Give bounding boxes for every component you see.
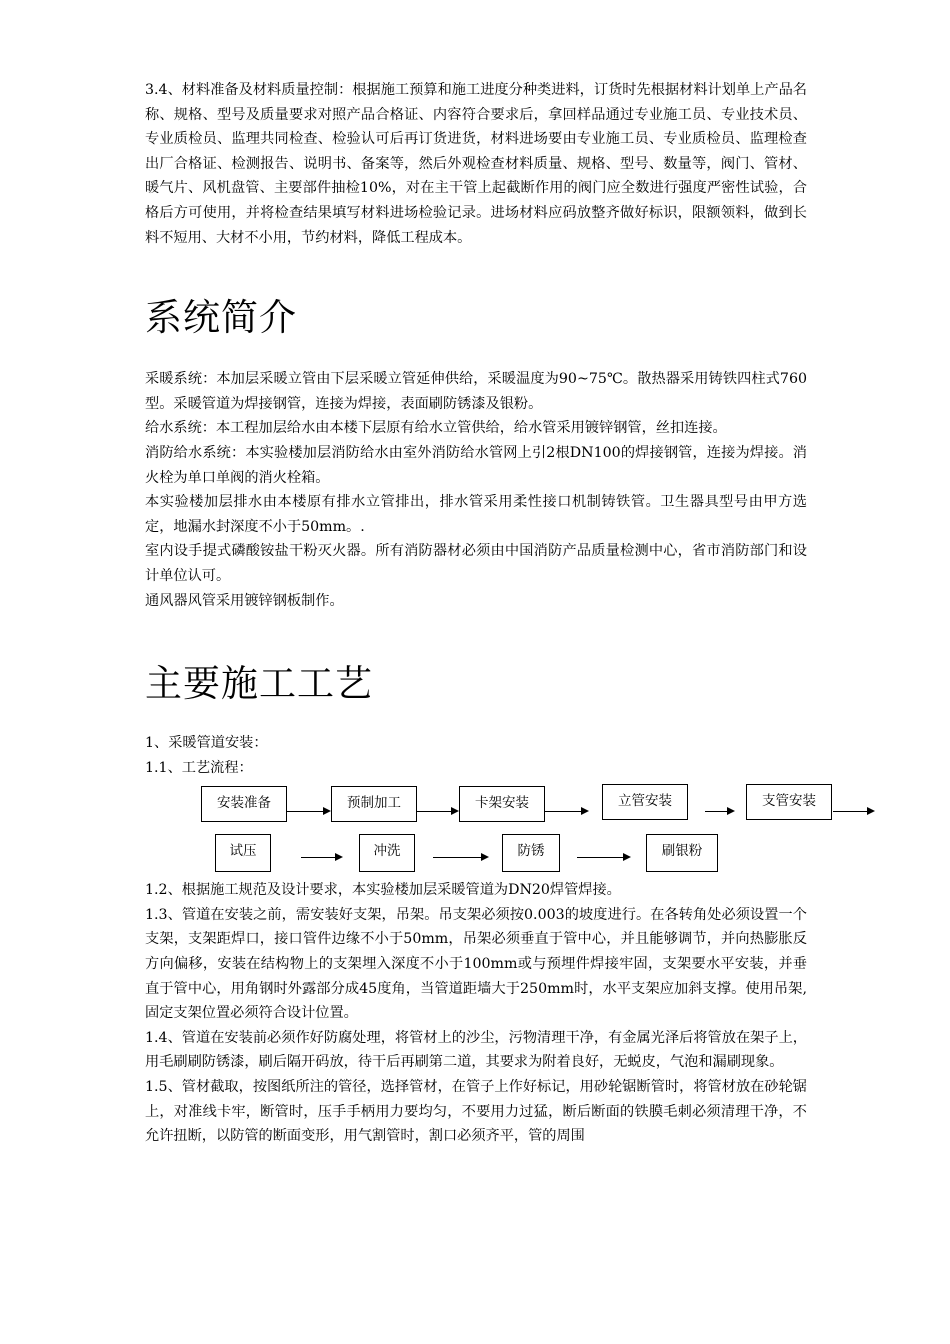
paragraph-1-4: 1.4、管道在安装前必须作好防腐处理，将管材上的沙尘，污物清理干净，有金属光泽后将管放在架子上，用毛刷刷防锈漆，刷后隔开码放，待干后再刷第二道，其要求为附着良好，无蜕皮，气泡和漏刷现象。 (145, 1029, 807, 1071)
flow-arrow (433, 857, 487, 858)
flow-step-pressure-test: 试压 (215, 834, 271, 872)
flow-step-riser: 立管安装 (602, 784, 688, 820)
paragraph-material-control: 3.4、材料准备及材料质量控制：根据施工预算和施工进度分种类进料，订货时先根据材料计划单上产品名称、规格、型号及质量要求对照产品合格证、内容符合要求后，拿回样品通过专业施工员、专业技术员、专业质检员、监理共同检查、检验认可后再订货进货，材料进场要由专业施工员、专业质检员、监理检查出厂合格证、检测报告、说明书、备案等，然后外观检查材料质量、规格、型号、数量等，阀门、管材、暖气片、风机盘管、主要部件抽检10%，对在主干管上起截断作用的阀门应全数进行强度严密性试验，合格后方可使用，并将检查结果填写材料进场检验记录。进场材料应码放整齐做好标识，限额领料，做到长料不短用、大材不小用，节约材料，降低工程成本。 (145, 82, 807, 246)
document-page (145, 78, 816, 1149)
paragraph-fire-water-supply: 消防给水系统：本实验楼加层消防给水由室外消防给水管网上引2根DN100的焊接钢管，连接为焊接。消火栓为单口单阀的消火栓箱。 (145, 444, 807, 486)
flow-step-prefabricate: 预制加工 (331, 786, 417, 822)
flow-arrow (577, 857, 629, 858)
flow-step-flush: 冲洗 (359, 834, 415, 872)
item-heating-pipe-install: 1、采暖管道安装： (145, 735, 268, 752)
paragraph-ventilation: 通风器风管采用镀锌钢板制作。 (145, 592, 344, 609)
flow-arrow (301, 857, 341, 858)
flow-step-antirust: 防锈 (502, 834, 560, 872)
flow-step-bracket: 卡架安装 (459, 786, 545, 822)
paragraph-heating-system: 采暖系统：本加层采暖立管由下层采暖立管延伸供给，采暖温度为90~75℃。散热器采用铸铁四柱式760型。采暖管道为焊接钢管，连接为焊接，表面刷防锈漆及银粉。 (145, 371, 807, 412)
flow-arrow (545, 811, 587, 812)
section-title-construction-process: 主要施工工艺 (145, 662, 373, 706)
flow-step-branch: 支管安装 (746, 784, 832, 820)
paragraph-extinguisher: 室内设手提式磷酸铵盐干粉灭火器。所有消防器材必须由中国消防产品质量检测中心，省市消防部门和设计单位认可。 (145, 543, 807, 584)
flow-arrow (417, 811, 457, 812)
paragraph-1-3: 1.3、管道在安装之前，需安装好支架，吊架。吊支架必须按0.003的坡度进行。在各转角处必须设置一个支架，支架距焊口，接口管件边缘不小于50mm，吊架必须垂直于管中心，并且能够调节，并向热膨胀反方向偏移，安装在结构物上的支架埋入深度不小于100mm或与预埋件焊接牢固，支架要水平安装，并垂直于管中心，用角钢时外露部分成45度角，当管道距墙大于250mm时，水平支架应加斜支撑。使用吊架,固定支架位置必须符合设计位置。 (145, 906, 807, 1022)
paragraph-water-supply: 给水系统：本工程加层给水由本楼下层原有给水立管供给，给水管采用镀锌钢管，丝扣连接。 (145, 420, 727, 437)
flow-arrow (705, 811, 733, 812)
paragraph-1-2: 1.2、根据施工规范及设计要求，本实验楼加层采暖管道为DN20焊管焊接。 (145, 882, 621, 899)
item-process-flow: 1.1、工艺流程： (145, 759, 253, 776)
paragraph-drainage: 本实验楼加层排水由本楼原有排水立管排出，排水管采用柔性接口机制铸铁管。卫生器具型号由甲方选定，地漏水封深度不小于50mm。. (145, 494, 807, 535)
paragraph-1-5: 1.5、管材截取，按图纸所注的管径，选择管材，在管子上作好标记，用砂轮锯断管时，将管材放在砂轮锯上，对准线卡牢，断管时，压手手柄用力要均匀，不要用力过猛，断后断面的铁膜毛刺必须清理干净，不允许扭断，以防管的断面变形，用气割管时，割口必须齐平，管的周围 (145, 1079, 807, 1145)
process-flow-diagram (145, 784, 816, 878)
flow-arrow (833, 811, 873, 812)
section-title-system-intro: 系统简介 (145, 296, 297, 340)
flow-step-silver-paint: 刷银粉 (646, 834, 718, 872)
flow-step-prepare: 安装准备 (201, 786, 287, 822)
flow-arrow (287, 811, 329, 812)
